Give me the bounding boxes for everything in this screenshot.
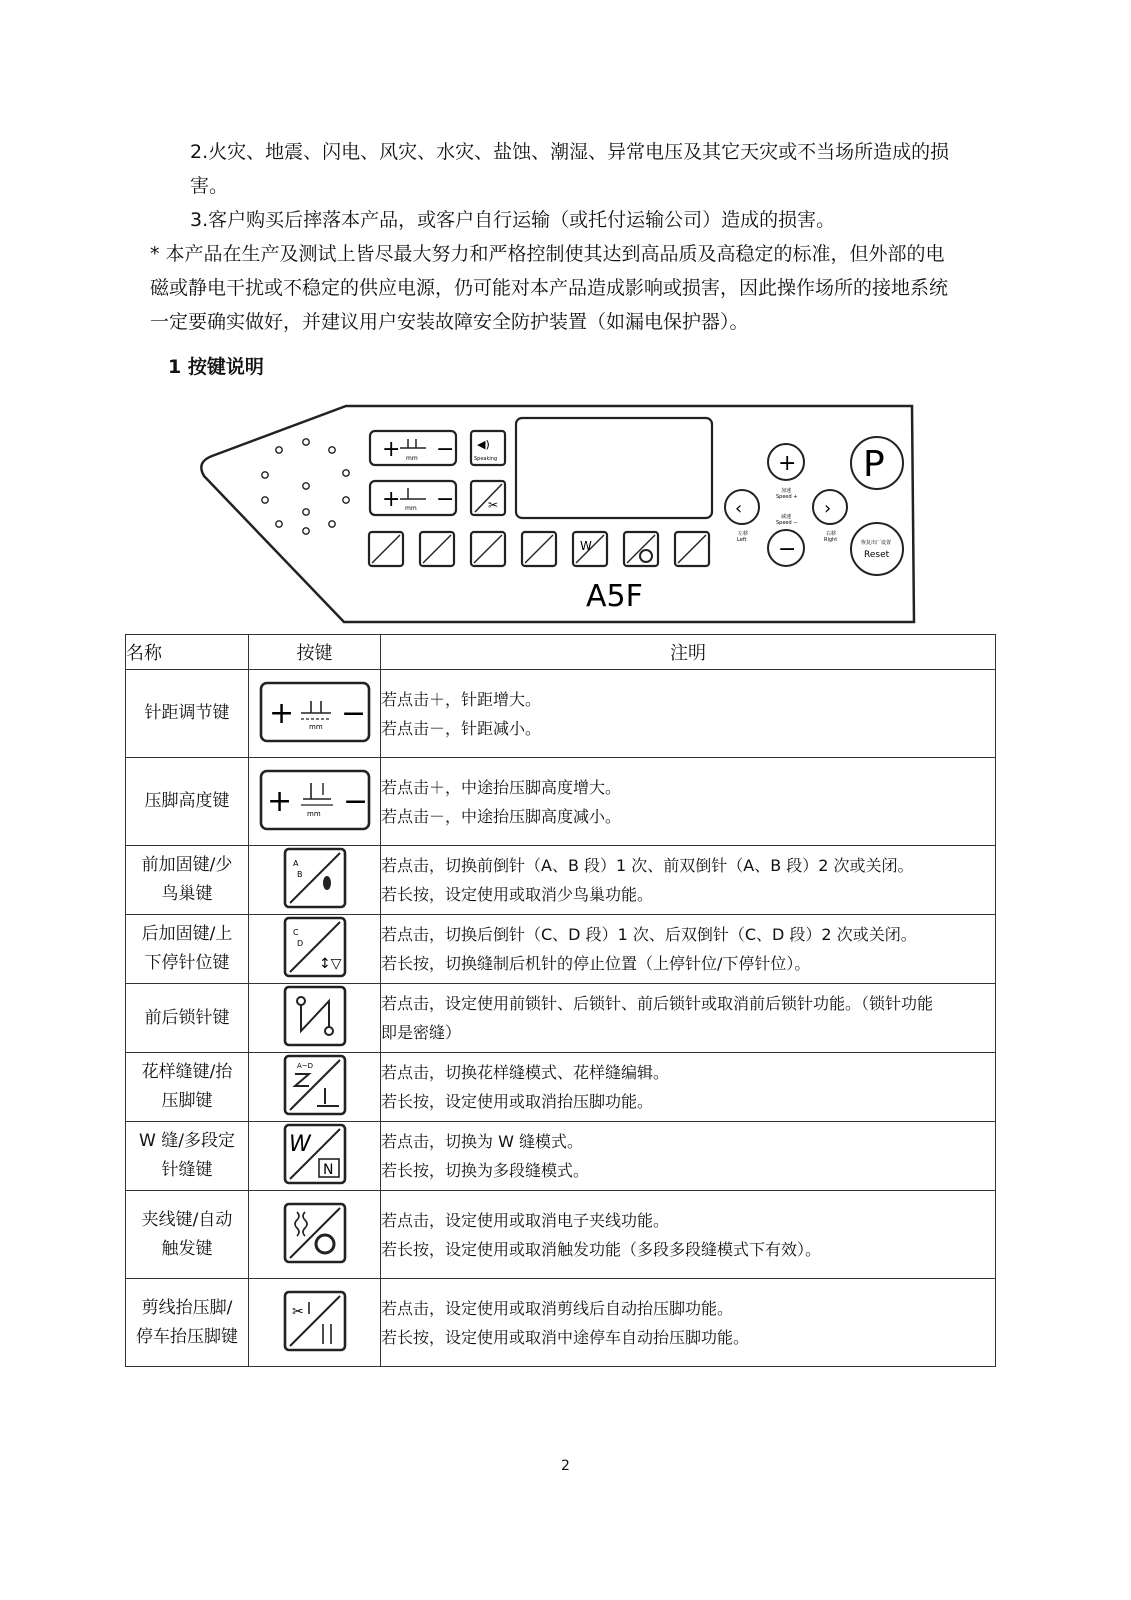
- table-row: [126, 758, 996, 846]
- row-name: 压脚高度键: [126, 758, 249, 846]
- svg-text:mm: mm: [306, 809, 321, 818]
- row-name: 前后锁针键: [126, 984, 249, 1053]
- plus-icon: +: [778, 451, 797, 476]
- svg-text:左移: 左移: [738, 531, 749, 537]
- pattern-sew-key-icon: [249, 1053, 381, 1122]
- thread-clamp-key-icon: [249, 1191, 381, 1279]
- svg-text:W: W: [288, 1132, 311, 1157]
- svg-text:B: B: [296, 870, 302, 879]
- table-row: [126, 846, 996, 915]
- front-reinforce-key-icon: [249, 846, 381, 915]
- key-description-table: [125, 634, 996, 1367]
- svg-text:−: −: [436, 437, 455, 462]
- row-name: 花样缝键/抬 压脚键: [126, 1053, 249, 1122]
- row-name: 剪线抬压脚/ 停车抬压脚键: [126, 1279, 249, 1367]
- section-title: 1 按键说明: [168, 356, 264, 378]
- table-row: [126, 915, 996, 984]
- svg-text:−: −: [436, 487, 455, 512]
- svg-text:+: +: [268, 695, 294, 731]
- lock-stitch-key-icon: [249, 984, 381, 1053]
- svg-text:Speaking: Speaking: [474, 456, 498, 462]
- table-row: [126, 670, 996, 758]
- panel-trim-key[interactable]: [471, 481, 505, 515]
- trim-lift-key-icon: [249, 1279, 381, 1367]
- intro-line-5: 磁或静电干扰或不稳定的供应电源，仍可能对本产品造成影响或损害，因此操作场所的接地系统: [150, 277, 949, 299]
- svg-text:Right: Right: [824, 537, 838, 543]
- svg-text:D: D: [296, 939, 303, 948]
- p-key-label: P: [863, 444, 885, 485]
- table-row: [126, 1122, 996, 1191]
- row-name: 后加固键/上 下停针位键: [126, 915, 249, 984]
- control-panel-diagram: [196, 404, 918, 626]
- presser-foot-key-icon: [249, 758, 381, 846]
- row-note: 若点击，切换为 W 缝模式。 若长按，切换为多段缝模式。: [381, 1122, 996, 1191]
- row-note: 若点击，设定使用或取消剪线后自动抬压脚功能。 若长按，设定使用或取消中途停车自动抬压脚功能。: [381, 1279, 996, 1367]
- stitch-length-key-icon: [249, 670, 381, 758]
- panel-w-label: W: [580, 539, 592, 553]
- header-name: 名称: [126, 635, 249, 670]
- intro-line-4: * 本产品在生产及测试上皆尽最大努力和严格控制使其达到高品质及高稳定的标准，但外部的电: [150, 243, 945, 265]
- svg-text:mm: mm: [406, 455, 418, 462]
- row-note: 若点击，切换花样缝模式、花样缝编辑。 若长按，设定使用或取消抬压脚功能。: [381, 1053, 996, 1122]
- table-header-row: [126, 635, 996, 670]
- row-name: 夹线键/自动 触发键: [126, 1191, 249, 1279]
- svg-text:↕▽: ↕▽: [318, 956, 341, 972]
- intro-line-6: 一定要确实做好，并建议用户安装故障安全防护装置（如漏电保护器）。: [150, 311, 749, 333]
- svg-text:+: +: [266, 783, 292, 819]
- header-key: 按键: [249, 635, 381, 670]
- chevron-right-icon: ›: [824, 498, 832, 519]
- svg-text:mm: mm: [405, 505, 417, 512]
- svg-text:恢复出厂设置: 恢复出厂设置: [861, 540, 892, 546]
- chevron-left-icon: ‹: [735, 498, 743, 519]
- svg-text:✂: ✂: [291, 1303, 304, 1320]
- svg-text:A: A: [292, 859, 298, 868]
- row-name: W 缝/多段定 针缝键: [126, 1122, 249, 1191]
- svg-text:−: −: [340, 695, 366, 731]
- intro-line-3: 3.客户购买后摔落本产品，或客户自行运输（或托付运输公司）造成的损害。: [190, 209, 836, 231]
- row-name: 针距调节键: [126, 670, 249, 758]
- svg-text:Speed −: Speed −: [776, 520, 798, 526]
- speaker-icon: ◀): [477, 438, 490, 451]
- minus-icon: −: [778, 537, 797, 562]
- table-row: [126, 1053, 996, 1122]
- svg-text:Left: Left: [737, 537, 747, 543]
- model-label: A5F: [586, 579, 643, 614]
- lcd-display: [516, 418, 712, 518]
- svg-text:Reset: Reset: [864, 550, 890, 560]
- panel-presser-foot-key[interactable]: [370, 481, 456, 515]
- row-note: 若点击＋，针距增大。 若点击－，针距减小。: [381, 670, 996, 758]
- page-number: 2: [561, 1458, 570, 1474]
- row-name: 前加固键/少 鸟巢键: [126, 846, 249, 915]
- svg-text:Speed +: Speed +: [776, 494, 798, 500]
- intro-line-2: 害。: [190, 175, 229, 197]
- table-row: [126, 984, 996, 1053]
- svg-text:N: N: [322, 1162, 333, 1178]
- row-note: 若点击＋，中途抬压脚高度增大。 若点击－，中途抬压脚高度减小。: [381, 758, 996, 846]
- w-stitch-key-icon: [249, 1122, 381, 1191]
- header-note: 注明: [381, 635, 996, 670]
- svg-text:mm: mm: [308, 722, 323, 731]
- svg-text:A~D: A~D: [296, 1062, 313, 1070]
- svg-text:−: −: [342, 783, 368, 819]
- svg-text:右移: 右移: [826, 531, 837, 537]
- reset-button: [851, 523, 903, 575]
- row-note: 若点击，设定使用前锁针、后锁针、前后锁针或取消前后锁针功能。（锁针功能 即是密缝）: [381, 984, 996, 1053]
- svg-text:+: +: [382, 487, 401, 512]
- svg-text:加速: 加速: [781, 488, 792, 494]
- panel-speaking-key[interactable]: [471, 431, 505, 465]
- row-note: 若点击，切换前倒针（A、B 段）1 次、前双倒针（A、B 段）2 次或关闭。 若长按，设定使用或取消少鸟巢功能。: [381, 846, 996, 915]
- intro-line-1: 2.火灾、地震、闪电、风灾、水灾、盐蚀、潮湿、异常电压及其它天灾或不当场所造成的损: [190, 141, 950, 163]
- svg-text:减速: 减速: [781, 514, 792, 520]
- row-note: 若点击，切换后倒针（C、D 段）1 次、后双倒针（C、D 段）2 次或关闭。 若长按，切换缝制后机针的停止位置（上停针位/下停针位）。: [381, 915, 996, 984]
- svg-text:C: C: [292, 928, 299, 937]
- row-note: 若点击，设定使用或取消电子夹线功能。 若长按，设定使用或取消触发功能（多段多段缝模式下有效）。: [381, 1191, 996, 1279]
- scissors-icon: ✂: [488, 498, 499, 512]
- panel-stitch-length-key[interactable]: [370, 431, 456, 465]
- table-row: [126, 1191, 996, 1279]
- table-row: [126, 1279, 996, 1367]
- svg-text:+: +: [382, 437, 401, 462]
- back-reinforce-key-icon: [249, 915, 381, 984]
